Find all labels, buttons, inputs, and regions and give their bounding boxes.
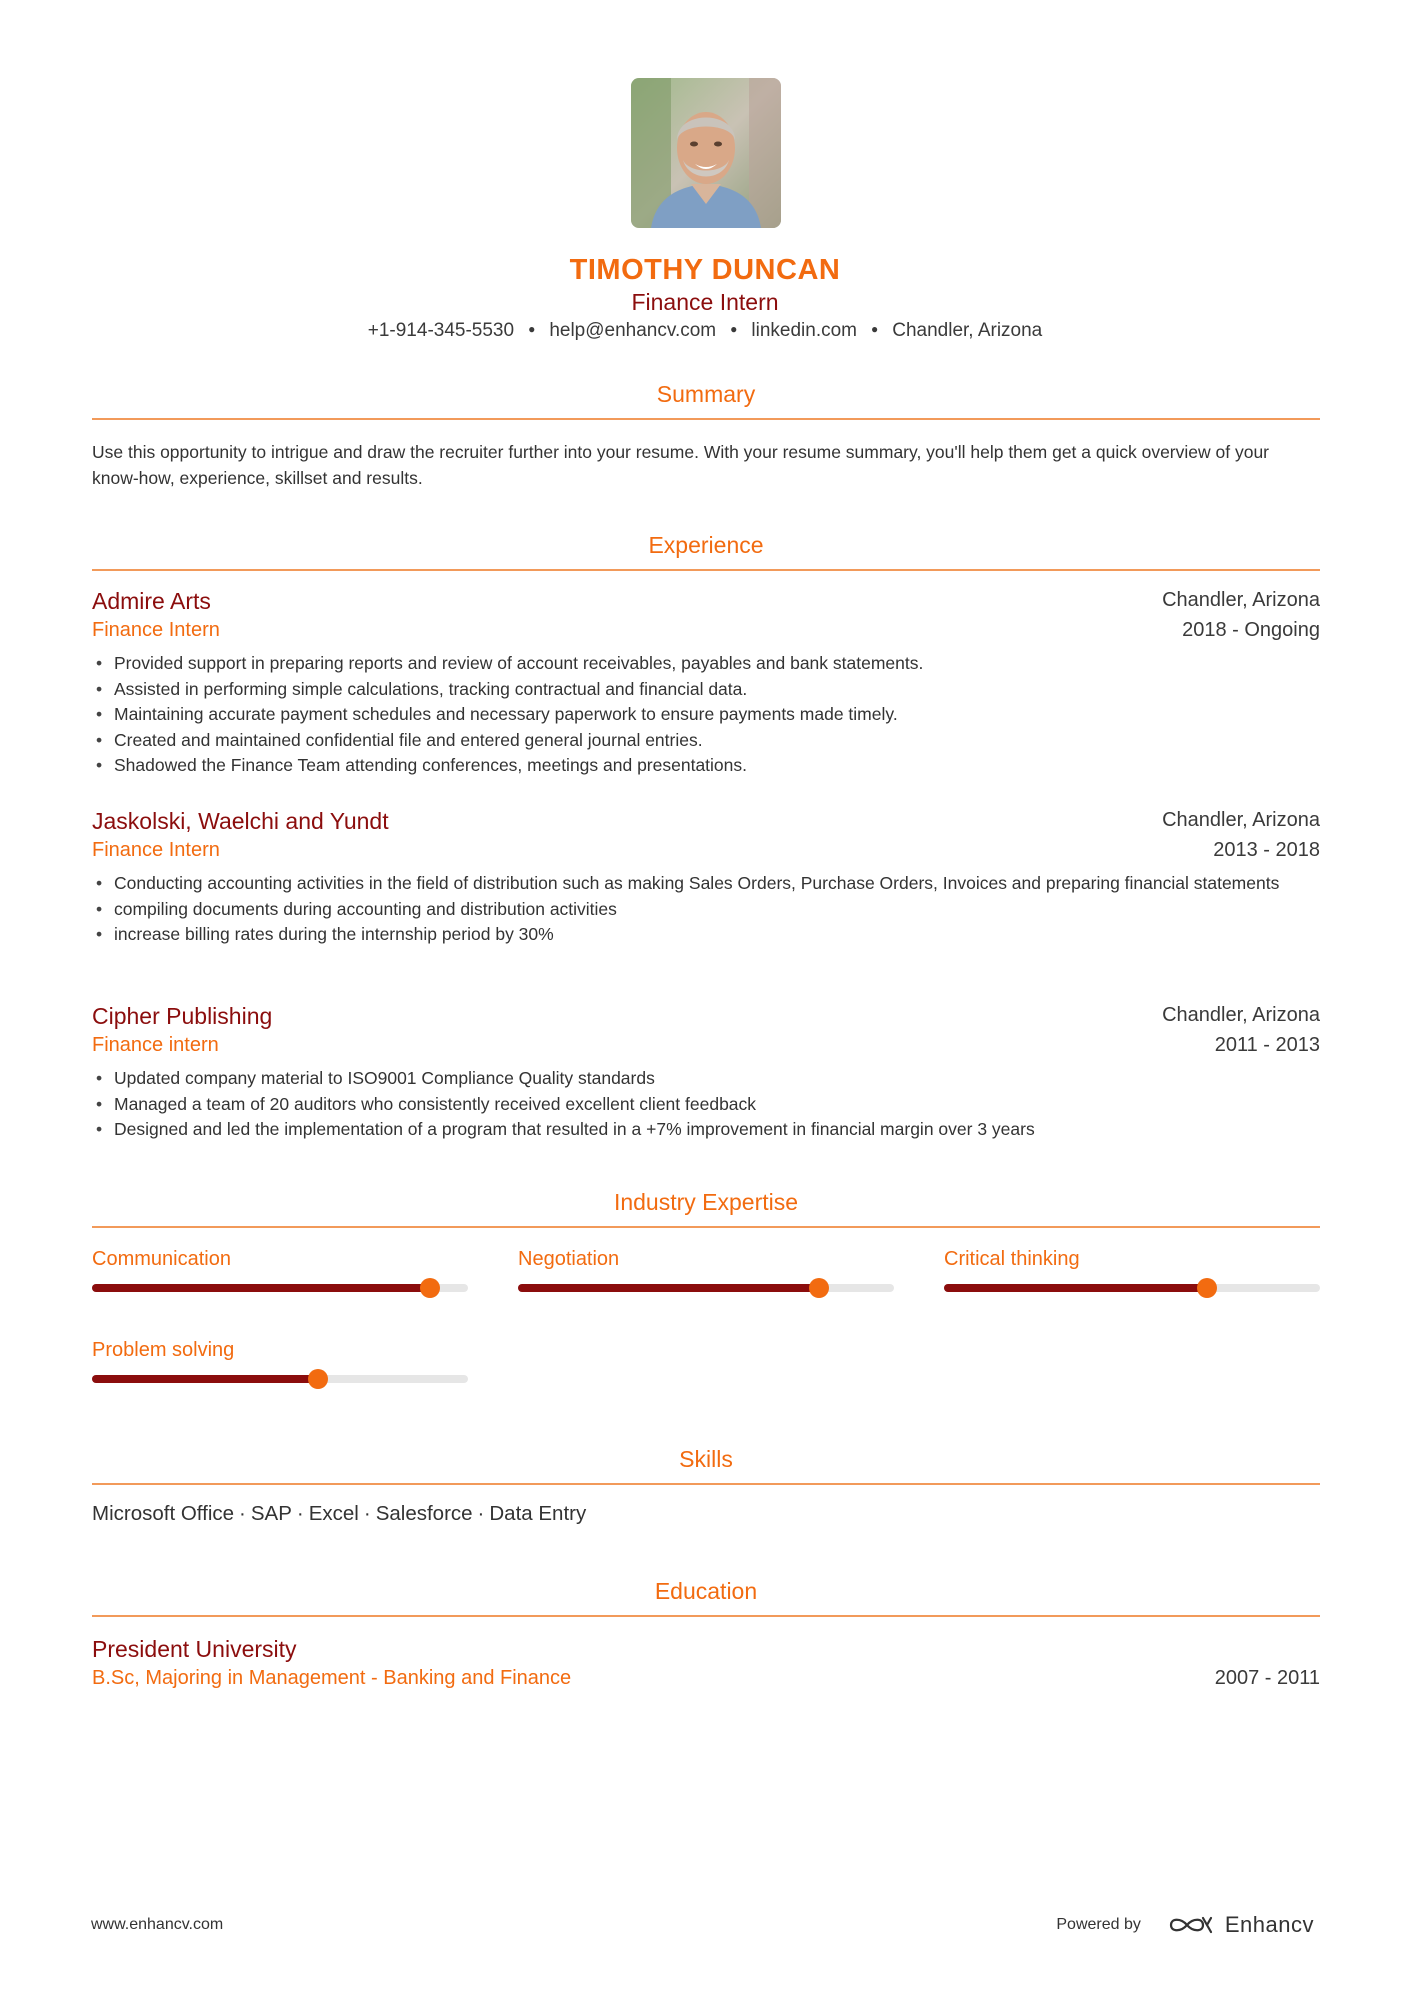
skill-item: Salesforce [375,1502,473,1525]
infinity-logo-icon [1167,1914,1215,1936]
skill-item: Microsoft Office [92,1502,235,1525]
job-bullets [92,871,1320,948]
expertise-track [518,1284,894,1292]
job-role: Finance Intern [92,839,220,861]
bullet-item: • Conducting accounting activities in the field of distribution such as making Sales Orders, Purchase Orders, Invoices and preparing financial statements [92,871,1320,897]
linkedin-link[interactable]: linkedin.com [751,320,857,341]
separator-dot: ● [730,322,738,336]
expertise-fill [944,1284,1207,1292]
job-role: Finance Intern [92,619,220,641]
section-title-summary: Summary [92,381,1320,420]
expertise-track [92,1375,468,1383]
degree-text: B.Sc, Majoring in Management - Banking and Finance [92,1667,572,1689]
location-text: Chandler, Arizona [892,320,1043,341]
phone-text[interactable]: +1-914-345-5530 [367,320,515,341]
bullet-item: • Provided support in preparing reports and review of account receivables, payables and bank statements. [92,651,1320,677]
candidate-name: TIMOTHY DUNCAN [569,254,841,286]
profile-photo [631,78,781,228]
job-location: Chandler, Arizona [1162,589,1320,611]
email-link[interactable]: help@enhancv.com [549,320,717,341]
job-entry [92,808,1320,948]
bullet-item: • Shadowed the Finance Team attending conferences, meetings and presentations. [92,753,1320,779]
expertise-fill [92,1375,318,1383]
skill-separator: · [477,1502,485,1525]
powered-by-text: Powered by [1056,1916,1141,1933]
company-name: Admire Arts [92,588,211,614]
bullet-item: • compiling documents during accounting and distribution activities [92,897,1320,923]
company-name: Jaskolski, Waelchi and Yundt [92,808,389,834]
school-name: President University [92,1636,297,1662]
brand-name: Enhancv [1224,1912,1314,1937]
education-entry [92,1636,1320,1698]
expertise-track [944,1284,1320,1292]
expertise-label: Critical thinking [944,1248,1080,1270]
bullet-item: • Created and maintained confidential file and entered general journal entries. [92,728,1320,754]
job-role: Finance intern [92,1034,219,1056]
expertise-item [92,1339,468,1403]
job-dates: 2013 - 2018 [1213,839,1320,861]
skills-list [92,1502,586,1526]
expertise-knob [420,1278,440,1298]
job-bullets [92,1066,1320,1143]
footer-website-link[interactable]: www.enhancv.com [91,1916,224,1933]
education-dates: 2007 - 2011 [1214,1667,1320,1689]
job-bullets [92,651,1320,779]
bullet-item: • Maintaining accurate payment schedules and necessary paperwork to ensure payments made timely. [92,702,1320,728]
job-dates: 2018 - Ongoing [1182,619,1320,641]
job-entry [92,588,1320,779]
separator-dot: ● [528,322,536,336]
bullet-item: • Assisted in performing simple calculations, tracking contractual and financial data. [92,677,1320,703]
expertise-item [944,1248,1320,1312]
job-location: Chandler, Arizona [1162,809,1320,831]
expertise-label: Problem solving [92,1339,235,1361]
expertise-label: Communication [92,1248,231,1270]
expertise-knob [809,1278,829,1298]
expertise-track [92,1284,468,1292]
expertise-knob [308,1369,328,1389]
footer-branding[interactable] [1056,1910,1314,1940]
company-name: Cipher Publishing [92,1003,273,1029]
bullet-item: • Updated company material to ISO9001 Compliance Quality standards [92,1066,1320,1092]
section-title-skills: Skills [92,1446,1320,1485]
skill-separator: · [296,1502,304,1525]
summary-text: Use this opportunity to intrigue and draw the recruiter further into your resume. With your resume summary, you'll help them get a quick overview of your know-how, experience, skillset and results. [92,442,1270,488]
skill-separator: · [363,1502,371,1525]
expertise-knob [1197,1278,1217,1298]
bullet-item: • Managed a team of 20 auditors who consistently received excellent client feedback [92,1092,1320,1118]
job-location: Chandler, Arizona [1162,1004,1320,1026]
expertise-label: Negotiation [518,1248,620,1270]
job-dates: 2011 - 2013 [1214,1034,1320,1056]
candidate-title: Finance Intern [631,289,779,315]
skill-item: SAP [250,1502,292,1525]
expertise-fill [518,1284,819,1292]
section-title-expertise: Industry Expertise [92,1189,1320,1228]
contact-line [0,320,1410,342]
portrait-image [631,78,781,228]
skill-separator: · [239,1502,246,1525]
skill-item: Data Entry [489,1502,587,1525]
expertise-item [518,1248,894,1312]
skill-item: Excel [308,1502,359,1525]
expertise-item [92,1248,468,1312]
section-title-experience: Experience [92,532,1320,571]
expertise-fill [92,1284,430,1292]
separator-dot: ● [871,322,879,336]
job-entry [92,1003,1320,1143]
section-title-education: Education [92,1578,1320,1617]
bullet-item: • Designed and led the implementation of a program that resulted in a +7% improvement in financial margin over 3 years [92,1117,1320,1143]
bullet-item: • increase billing rates during the internship period by 30% [92,922,1320,948]
